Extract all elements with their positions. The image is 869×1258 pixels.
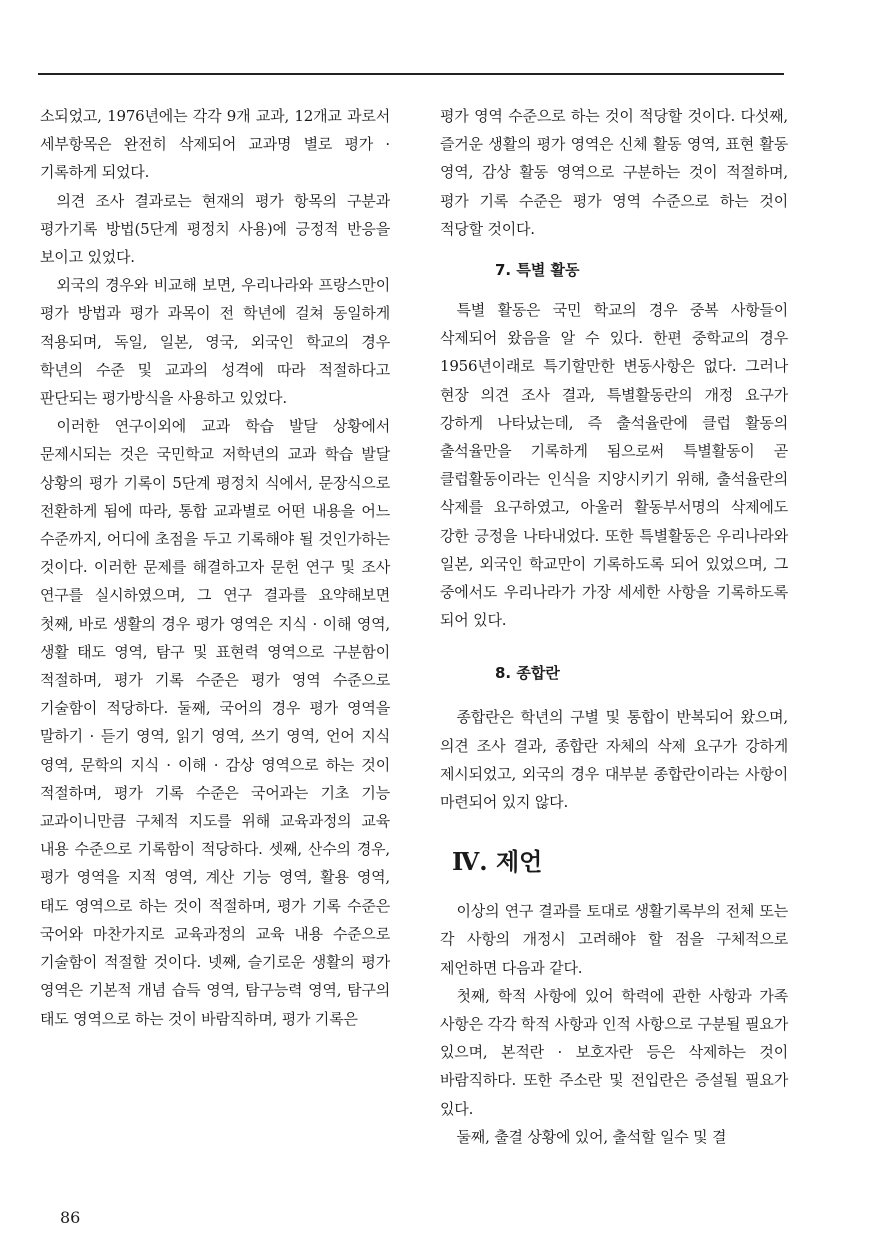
paragraph: 이러한 연구이외에 교과 학습 발달 상황에서 문제시되는 것은 국민학교 저학년의 교과 학습 발달 상황의 평가 기록이 5단계 평정치 식에서, 문장식으로 전환하게 됨에 따라, 통합 교과별로 어떤 내용을 어느 수준까지, 어디에 초점을 두고 기록해야 될 것인가하는 것이다. 이러한 문제를 해결하고자 문헌 연구 및 조사 연구를 실시하였으며, 그 연구 결과를 요약해보면 첫째, 바로 생활의 경우 평가 영역은 지식 · 이해 영역, 생활 태도 영역, 탐구 및 표현력 영역으로 구분함이 적절하며, 평가 기록 수준은 평가 영역 수준으로 기술함이 적당하다. 둘째, 국어의 경우 평가 영역을 말하기 · 듣기 영역, 읽기 영역, 쓰기 영역, 언어 지식 영역, 문학의 지식 · 이해 · 감상 영역으로 하는 것이 적절하며, 평가 기록 수준은 국어과는 기초 기능 교과이니만큼 구체적 지도를 위해 교육과정의 교육 내용 수준으로 기록함이 적당하다. 셋째, 산수의 경우, 평가 영역을 지적 영역, 계산 기능 영역, 활용 영역, 태도 영역으로 하는 것이 적절하며, 평가 기록 수준은 국어와 마찬가지로 교육과정의 교육 내용 수준으로 기술함이 적절할 것이다. 넷째, 슬기로운 생활의 평가 영역은 기본적 개념 습득 영역, 탐구능력 영역, 탐구의 태도 영역으로 하는 것이 바람직하며, 평가 기록은 [40, 417, 390, 1028]
paragraph: 둘째, 출결 상황에 있어, 출석할 일수 및 결 [456, 1127, 727, 1146]
paragraph: 의견 조사 결과로는 현재의 평가 항목의 구분과 평가기록 방법(5단계 평정치 사용)에 긍정적 반응을 보이고 있었다. [40, 191, 390, 267]
section-heading-7: 7. 특별 활동 [495, 261, 580, 280]
page-number: 86 [60, 1208, 81, 1227]
section-heading-8: 8. 종합란 [495, 664, 560, 683]
paragraph: 이상의 연구 결과를 토대로 생활기록부의 전체 또는 각 사항의 개정시 고려해야 할 점을 구체적으로 제언하면 다음과 같다. [440, 902, 788, 977]
paragraph: 첫째, 학적 사항에 있어 학력에 관한 사항과 가족 사항은 각각 학적 사항과 인적 사항으로 구분될 필요가 있으며, 본적란 · 보호자란 등은 삭제하는 것이 바람직하다. 또한 주소란 및 전입란은 증설될 필요가 있다. [440, 986, 788, 1118]
paragraph: 평가 영역 수준으로 하는 것이 적당할 것이다. 다섯째, 즐거운 생활의 평가 영역은 신체 활동 영역, 표현 활동 영역, 감상 활동 영역으로 구분하는 것이 적절하며, 평가 기록 수준은 평가 영역 수준으로 하는 것이 적당할 것이다. [440, 107, 788, 238]
paragraph: 종합란은 학년의 구별 및 통합이 반복되어 왔으며, 의견 조사 결과, 종합란 자체의 삭제 요구가 강하게 제시되었고, 외국의 경우 대부분 종합란이라는 사항이 마련되어 있지 않다. [440, 708, 788, 812]
chapter-heading: Ⅳ. 제언 [452, 847, 543, 877]
paragraph: 소되었고, 1976년에는 각각 9개 교과, 12개교 과로서 세부항목은 완전히 삭제되어 교과명 별로 평가 · 기록하게 되었다. [40, 107, 390, 182]
right-column [440, 102, 788, 1151]
paragraph: 외국의 경우와 비교해 보면, 우리나라와 프랑스만이 평가 방법과 평가 과목이 전 학년에 걸쳐 동일하게 적용되며, 독일, 일본, 영국, 외국인 학교의 경우 학년의 수준 및 교과의 성격에 따라 적절하다고 판단되는 평가방식을 사용하고 있었다. [40, 276, 390, 408]
left-column [40, 102, 390, 1033]
paragraph: 특별 활동은 국민 학교의 경우 중복 사항들이 삭제되어 왔음을 알 수 있다. 한편 중학교의 경우 1956년이래로 특기할만한 변동사항은 없다. 그러나 현장 의견 조사 결과, 특별활동란의 개정 요구가 강하게 나타났는데, 즉 출석율란에 클럽 활동의 출석율만을 기록하게 됨으로써 특별활동이 곧 클럽활동이라는 인식을 지양시키기 위해, 출석율란의 삭제를 요구하였고, 아울러 활동부서명의 삭제에도 강한 긍정을 나타내었다. 또한 특별활동은 우리나라와 일본, 외국인 학교만이 기록하도록 되어 있었으며, 그 중에서도 우리나라가 가장 세세한 사항을 기록하도록 되어 있다. [440, 301, 788, 630]
header-rule [38, 73, 784, 75]
